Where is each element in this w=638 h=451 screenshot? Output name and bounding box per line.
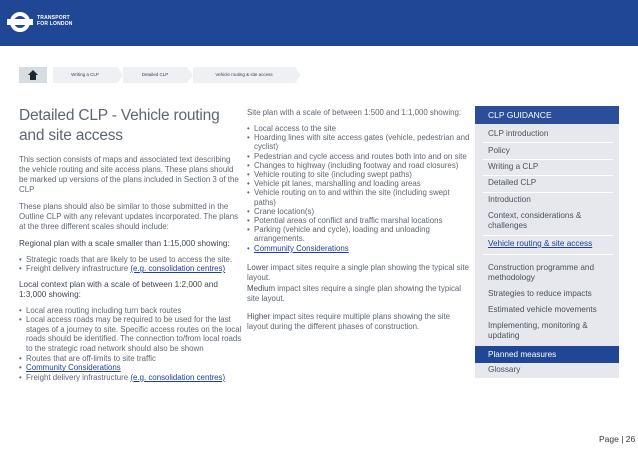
main-column-middle: [247, 108, 471, 338]
list-item: • Local access roads may be required to be used for the last stages of a journey to site. Specific access routes on the local roads should be identified. The connection to/from local roads to the strategic road network should also be shown: [19, 315, 242, 353]
sidebar-item-strategies[interactable]: Strategies to reduce impacts: [488, 289, 592, 298]
list-item: [19, 363, 242, 373]
list-item: • Local access to the site: [247, 124, 471, 133]
medium-impact-text: Medium impact sites require a single plan showing the typical site layout.: [247, 283, 462, 303]
sidebar-heading: CLP GUIDANCE: [475, 106, 619, 124]
list-item: • Strategic roads that are likely to be used to access the site.: [19, 255, 242, 265]
breadcrumb-vehicle-routing[interactable]: Vehicle routing & site access: [193, 67, 295, 83]
breadcrumb-home[interactable]: [19, 67, 47, 83]
list-item: • Hoarding lines with site access gates (vehicle, pedestrian and cyclist): [247, 133, 471, 151]
brand-line-2: FOR LONDON: [37, 21, 73, 27]
sidebar-item-vehicle-routing[interactable]: Vehicle routing & site access: [488, 239, 593, 248]
sidebar-item-implementing[interactable]: Implementing, monitoring & updating: [488, 321, 588, 340]
local-plan-heading: Local context plan with a scale of between 1:2,000 and 1:3,000 showing:: [19, 279, 218, 300]
list-item: • Potential areas of conflict and traffic marshal locations: [247, 216, 471, 225]
sidebar-item-introduction[interactable]: Introduction: [488, 195, 531, 204]
list-item: • Vehicle routing on to and within the site (including swept paths): [247, 188, 471, 206]
page-number: Page | 26: [599, 434, 636, 444]
consolidation-centres-link[interactable]: (e.g. consolidation centres): [130, 372, 226, 382]
community-considerations-link[interactable]: Community Considerations: [254, 243, 349, 253]
regional-plan-list: [19, 255, 242, 274]
list-item: • Routes that are off-limits to site traffic: [19, 354, 242, 364]
regional-plan-heading: Regional plan with a scale smaller than 1:15,000 showing:: [19, 239, 230, 248]
list-item: • Pedestrian and cycle access and routes both into and on site: [247, 152, 471, 161]
list-item: • Vehicle pit lanes, marshalling and loading areas: [247, 179, 471, 188]
consolidation-centres-link[interactable]: (e.g. consolidation centres): [130, 264, 226, 274]
site-plan-heading: Site plan with a scale of between 1:500 and 1:1,000 showing:: [247, 108, 462, 117]
list-item: • Parking (vehicle and cycle), loading and unloading arrangements.: [247, 225, 471, 243]
list-item: [247, 244, 471, 253]
list-item: • Freight delivery infrastructure (e.g. consolidation centres): [19, 264, 242, 274]
list-item: • Vehicle routing to site (including swept paths): [247, 170, 471, 179]
brand-wordmark: [37, 15, 73, 27]
site-plan-list: [247, 124, 471, 253]
higher-impact-text: Higher impact sites require multiple plans showing the site layout during the different phases of construction.: [247, 311, 451, 331]
list-item: • Local area routing including turn back routes: [19, 306, 242, 316]
tfl-roundel-icon[interactable]: [10, 12, 30, 32]
sidebar-item-estimated-movements[interactable]: Estimated vehicle movements: [488, 305, 597, 314]
plans-paragraph: These plans should also be similar to those submitted in the Outline CLP with any relevant updates incorporated. The plans at the three different scales should include:: [19, 202, 239, 231]
sidebar-item-clp-introduction[interactable]: CLP introduction: [488, 129, 549, 138]
clp-guidance-sidebar: [475, 106, 619, 378]
list-item: • Crane location(s): [247, 207, 471, 216]
main-column-left: [19, 106, 242, 388]
sidebar-item-glossary[interactable]: Glossary: [488, 365, 521, 374]
sidebar-item-construction-programme[interactable]: Construction programme and methodology: [488, 263, 595, 282]
sidebar-item-writing-a-clp[interactable]: Writing a CLP: [488, 162, 539, 171]
breadcrumb-detailed-clp[interactable]: Detailed CLP: [123, 67, 187, 83]
list-item: • Freight delivery infrastructure (e.g. consolidation centres): [19, 373, 242, 383]
home-icon: [28, 70, 38, 80]
breadcrumb-writing-a-clp[interactable]: Writing a CLP: [53, 67, 117, 83]
lower-impact-text: Lower impact sites require a single plan showing the typical site layout.: [247, 262, 469, 282]
page-title: Detailed CLP - Vehicle routing and site access: [19, 107, 220, 144]
sidebar-item-planned-measures[interactable]: Planned measures: [475, 346, 619, 363]
header-band: [0, 0, 638, 46]
community-considerations-link[interactable]: Community Considerations: [26, 363, 121, 373]
sidebar-item-context-considerations[interactable]: Context, considerations & challenges: [488, 211, 582, 230]
list-item: • Changes to highway (including footway and road closures): [247, 161, 471, 170]
breadcrumb: [19, 67, 619, 83]
brand-line-1: TRANSPORT: [37, 15, 70, 21]
local-plan-list: [19, 306, 242, 383]
sidebar-item-policy[interactable]: Policy: [488, 146, 510, 155]
sidebar-item-detailed-clp[interactable]: Detailed CLP: [488, 178, 537, 187]
intro-paragraph: This section consists of maps and associated text describing the vehicle routing and site access plans. These plans should be marked up versions of the plans included in Section 3 of the CLP: [19, 155, 239, 194]
